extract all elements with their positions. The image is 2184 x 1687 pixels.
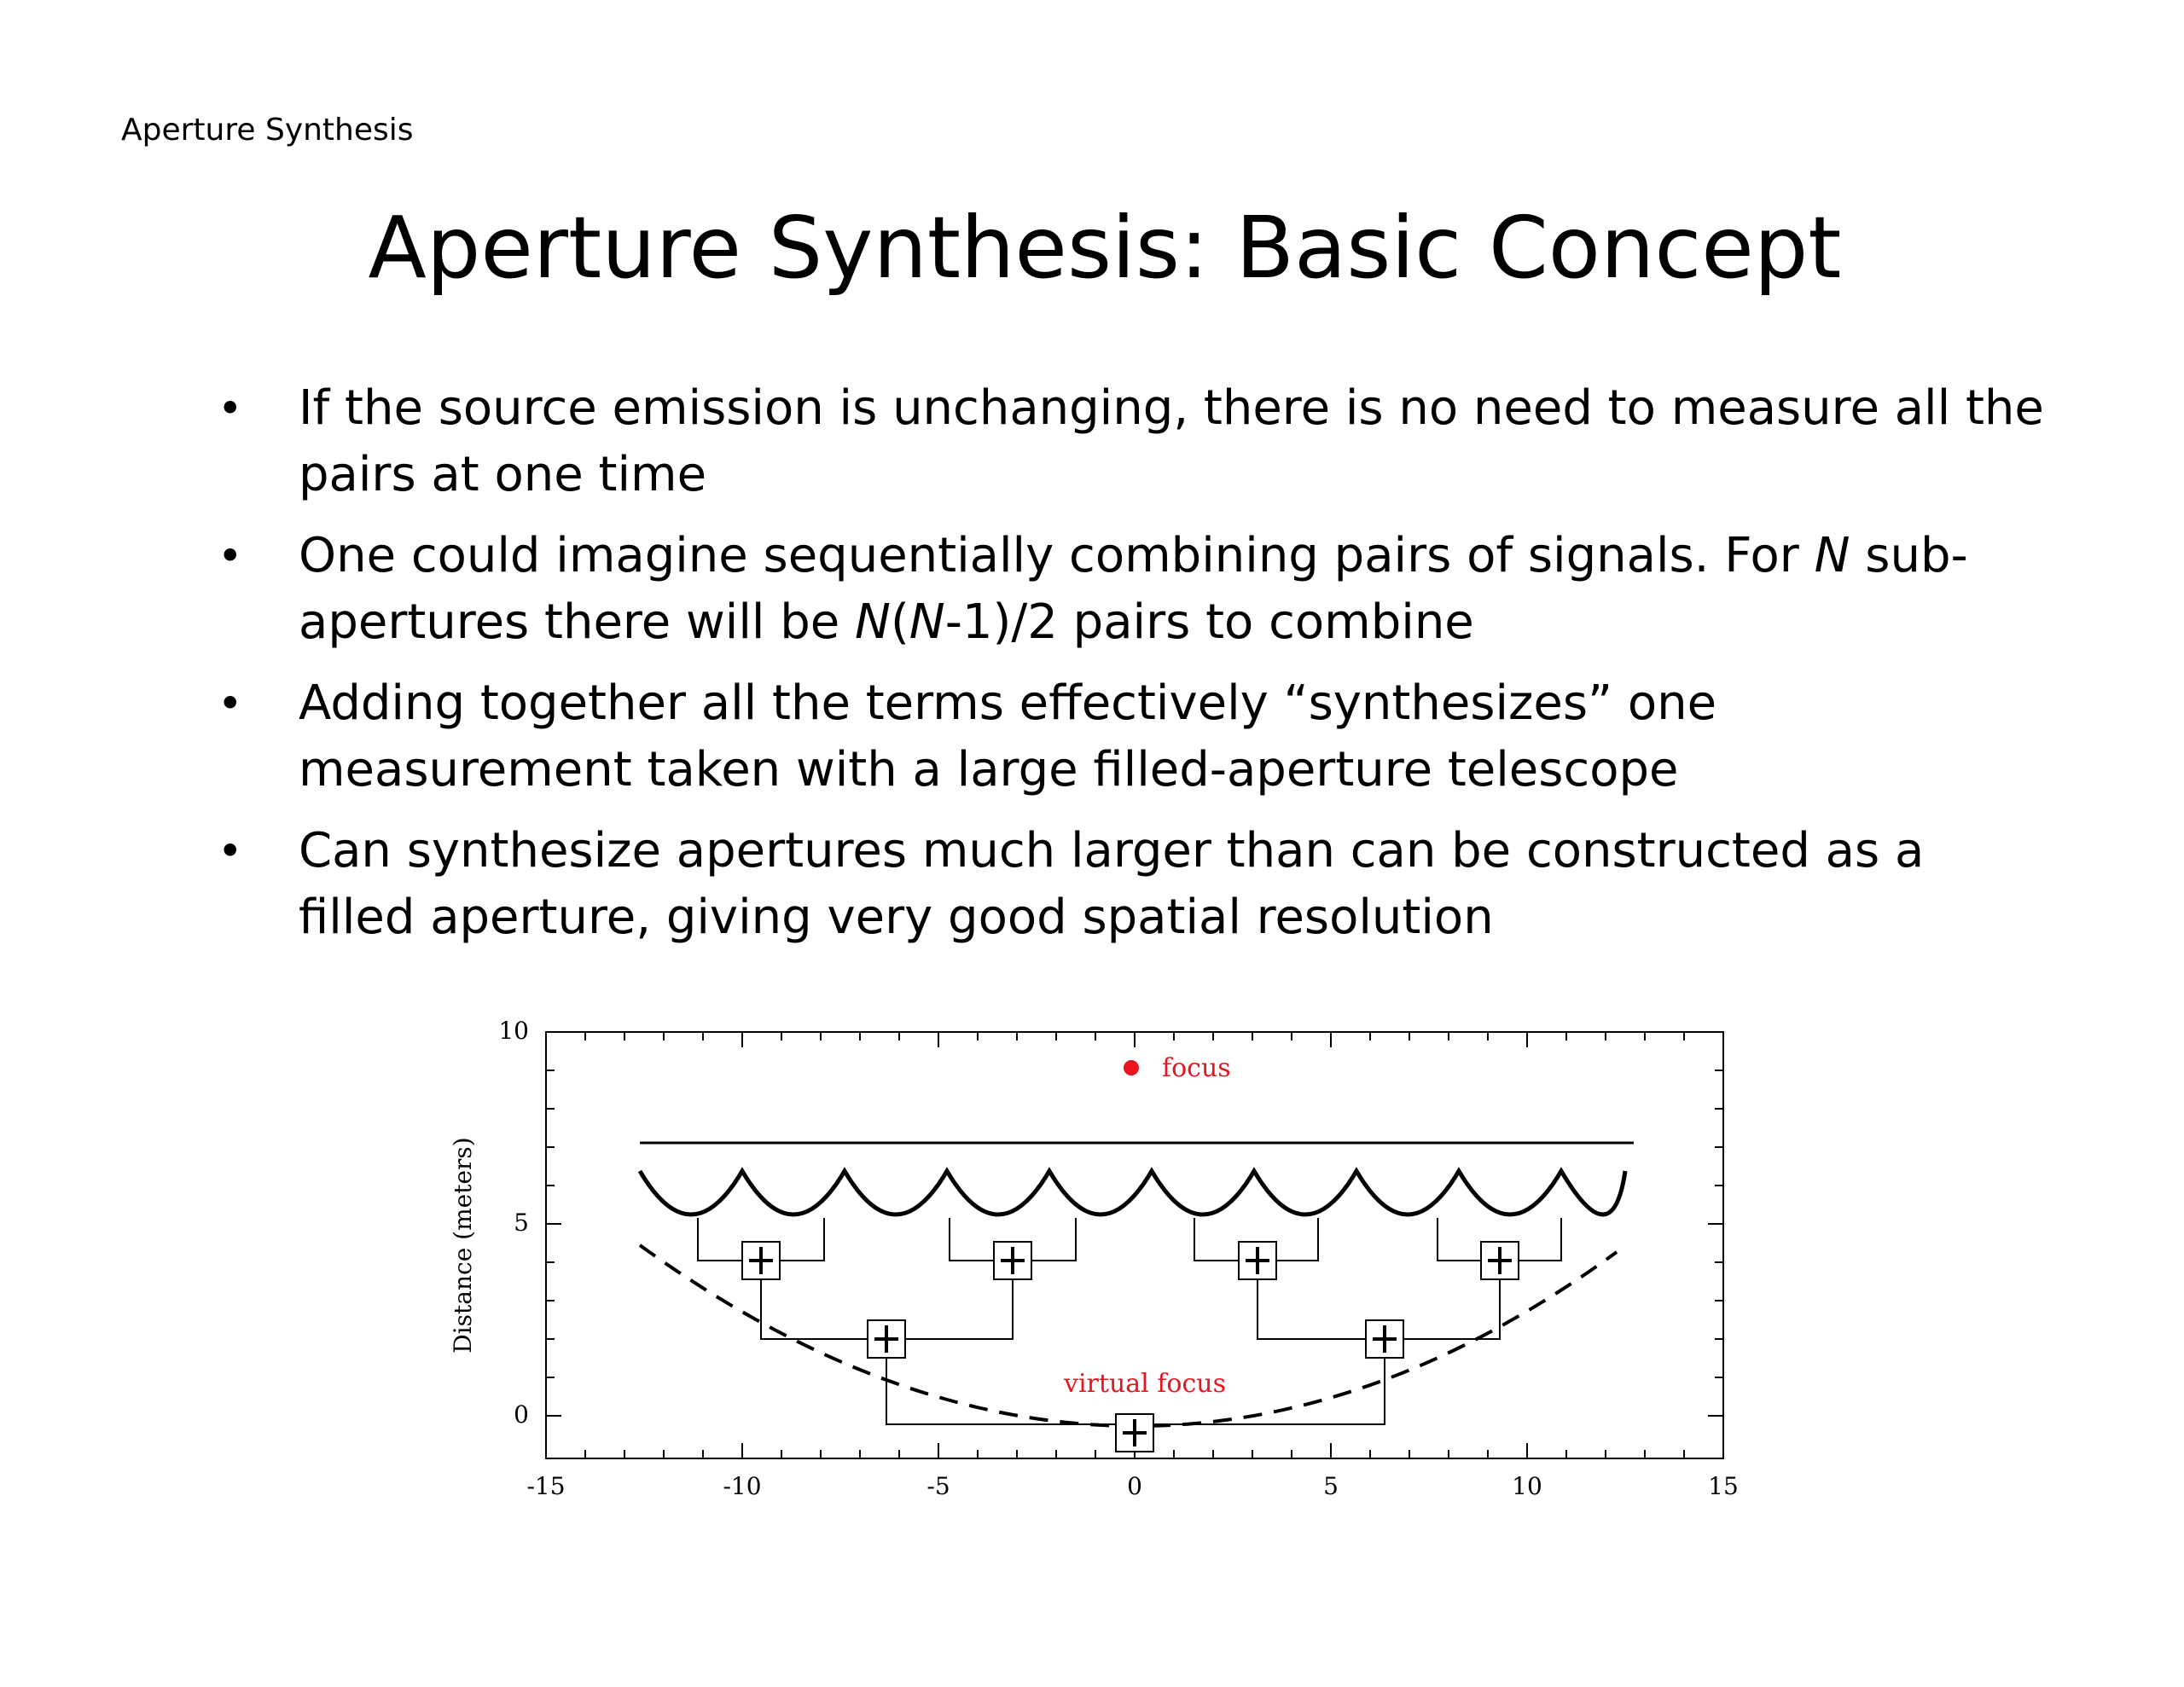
- focus-point: [1124, 1060, 1139, 1075]
- diagram-svg: [444, 1006, 1757, 1501]
- bullet-item: [213, 670, 2048, 803]
- combiner-box: [1239, 1242, 1276, 1279]
- bullet-dot: •: [218, 384, 243, 433]
- combiner-box: [1481, 1242, 1519, 1279]
- bullet-item: [213, 523, 2048, 656]
- virtual-focus-label: virtual focus: [1064, 1369, 1226, 1399]
- x-tick-label: -10: [723, 1472, 762, 1500]
- x-tick-label: 5: [1323, 1472, 1339, 1500]
- x-tick-label: 15: [1708, 1472, 1739, 1500]
- virtual-focus-curve: [640, 1245, 1617, 1426]
- focus-label: focus: [1162, 1053, 1231, 1083]
- bullet-text: Adding together all the terms effectively “synthesizes” one measurement taken with a large filled-aperture telescope: [299, 675, 1717, 797]
- bullet-list: [213, 375, 2048, 965]
- slide-title: Aperture Synthesis: Basic Concept: [368, 198, 1842, 298]
- slide-header: Aperture Synthesis: [121, 113, 414, 148]
- sub-aperture-arcs: [640, 1171, 1625, 1215]
- combiner-box: [1366, 1320, 1403, 1358]
- bullet-item: [213, 818, 2048, 951]
- y-tick-label: 5: [514, 1209, 529, 1237]
- combiner-box: [742, 1242, 780, 1279]
- bullet-text: Can synthesize apertures much larger than can be constructed as a filled aperture, giving very good spatial resolution: [299, 823, 1925, 945]
- combiner-nodes: [742, 1242, 1519, 1452]
- y-axis-label: Distance (meters): [449, 1137, 477, 1354]
- bullet-dot: •: [218, 531, 243, 581]
- bullet-item: [213, 375, 2048, 508]
- combiner-box: [1116, 1414, 1153, 1452]
- y-tick-label: 10: [498, 1017, 529, 1045]
- bullet-dot: •: [218, 679, 243, 728]
- x-tick-label: 0: [1127, 1472, 1142, 1500]
- bullet-text: If the source emission is unchanging, there is no need to measure all the pairs at one time: [299, 380, 2044, 502]
- combiner-box: [994, 1242, 1031, 1279]
- bullet-text: One could imagine sequentially combining pairs of signals. For N sub-apertures there will be N(N-1)/2 pairs to combine: [299, 528, 1968, 650]
- x-tick-label: -5: [926, 1472, 950, 1500]
- x-tick-label: -15: [526, 1472, 566, 1500]
- combiner-box: [868, 1320, 905, 1358]
- x-tick-label: 10: [1512, 1472, 1542, 1500]
- aperture-synthesis-diagram: [444, 1006, 1757, 1501]
- bullet-dot: •: [218, 826, 243, 876]
- y-tick-label: 0: [514, 1400, 529, 1429]
